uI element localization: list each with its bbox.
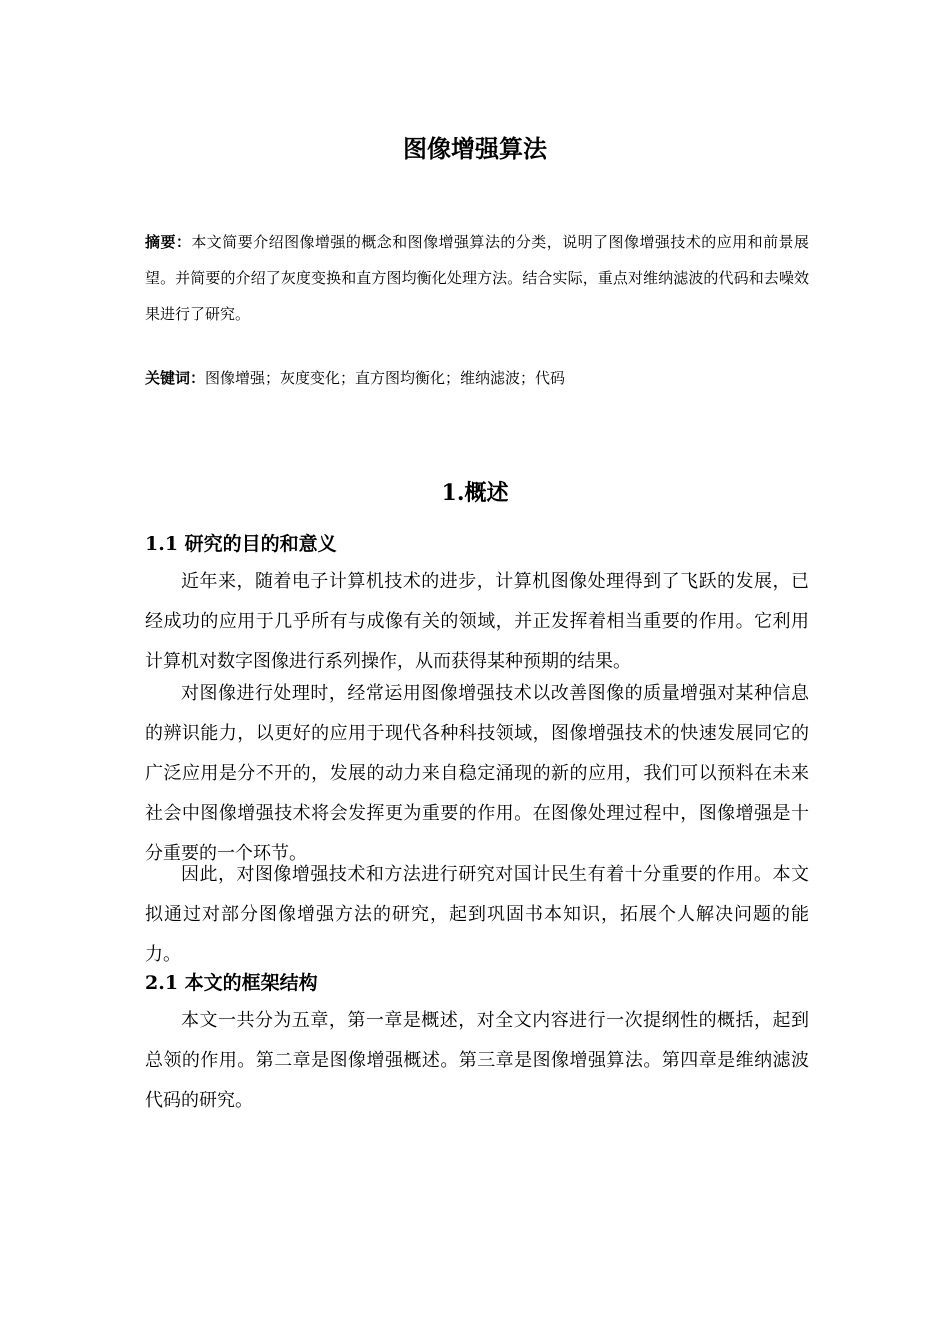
paragraph: 因此，对图像增强技术和方法进行研究对国计民生有着十分重要的作用。本文拟通过对部分图像增强方法的研究，起到巩固书本知识，拓展个人解决问题的能力。 [145,864,809,965]
section-heading-2-1: 2.1 本文的框架结构 [145,972,318,994]
paragraph: 本文一共分为五章，第一章是概述，对全文内容进行一次提纲性的概括，起到总领的作用。第二章是图像增强概述。第三章是图像增强算法。第四章是维纳滤波代码的研究。 [145,1010,809,1111]
paragraph: 近年来，随着电子计算机技术的进步，计算机图像处理得到了飞跃的发展，已经成功的应用于几乎所有与成像有关的领域，并正发挥着相当重要的作用。它利用计算机对数字图像进行系列操作，从而获得某种预期的结果。 [145,571,809,672]
paragraph: 对图像进行处理时，经常运用图像增强技术以改善图像的质量增强对某种信息的辨识能力，以更好的应用于现代各种科技领域，图像增强技术的快速发展同它的广泛应用是分不开的，发展的动力来自稳定涌现的新的应用，我们可以预料在未来社会中图像增强技术将会发挥更为重要的作用。在图像处理过程中，图像增强是十分重要的一个环节。 [145,683,809,864]
abstract [145,224,809,332]
chapter-heading: 1.概述 [441,480,509,506]
keywords-label: 关键词： [145,369,206,387]
abstract-text: 本文简要介绍图像增强的概念和图像增强算法的分类，说明了图像增强技术的应用和前景展望。并简要的介绍了灰度变换和直方图均衡化处理方法。结合实际，重点对维纳滤波的代码和去噪效果进行了研究。 [145,233,809,323]
section-heading-1-1: 1.1 研究的目的和意义 [145,533,337,555]
abstract-label: 摘要： [145,233,192,251]
keywords-text: 图像增强；灰度变化；直方图均衡化；维纳滤波；代码 [205,369,566,387]
document-title: 图像增强算法 [403,134,547,163]
keywords [145,362,809,394]
